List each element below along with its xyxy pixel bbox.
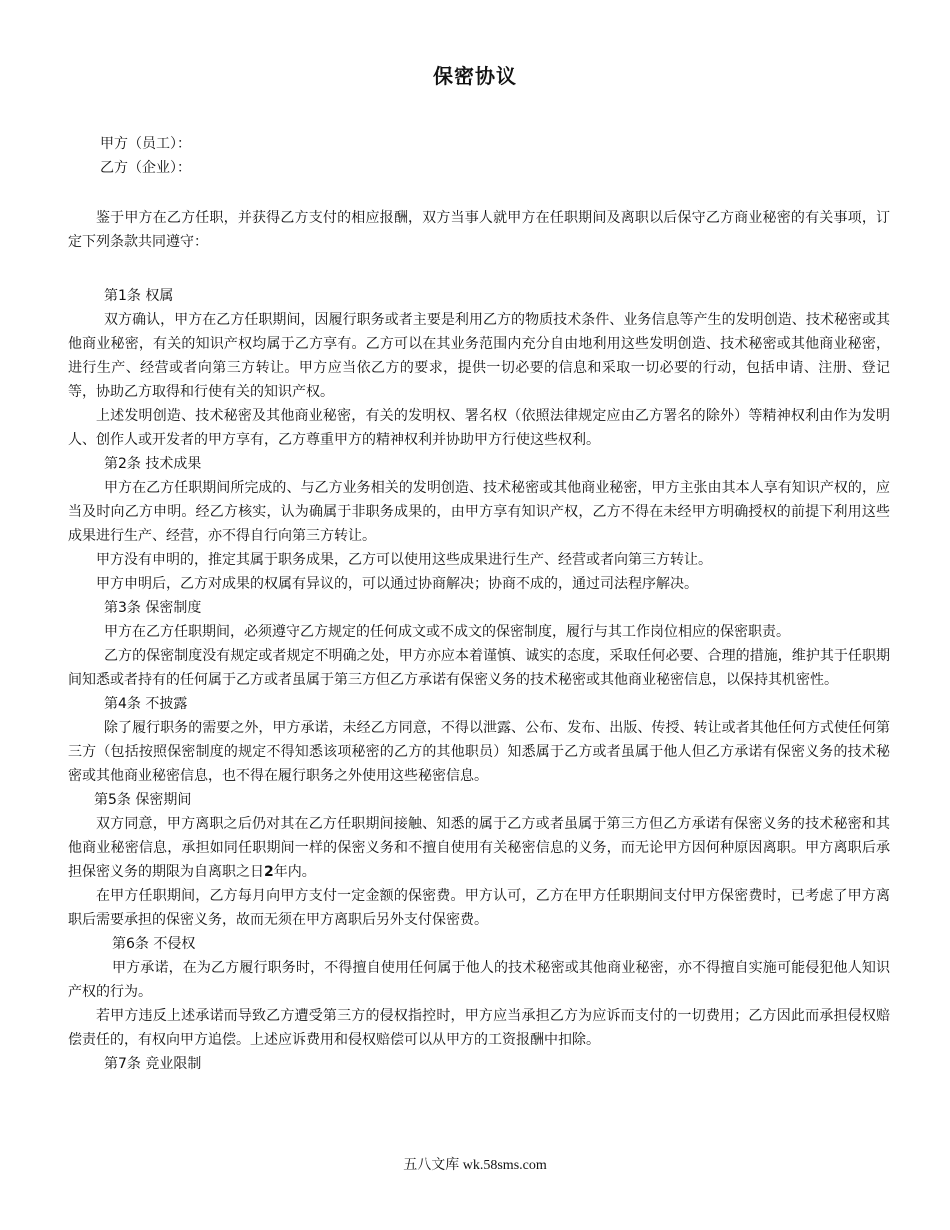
party-b-line: 乙方（企业）：: [100, 160, 191, 176]
spacer: [68, 254, 890, 284]
document-title: 保密协议: [433, 64, 517, 88]
article-5-paragraph-2: 在甲方任职期间，乙方每月向甲方支付一定金额的保密费。甲方认可，乙方在甲方任职期间支付甲方保密费时，已考虑了甲方离职后需要承担的保密义务，故而无须在甲方离职后另外支付保密费。: [68, 888, 890, 928]
confidentiality-term-suffix: 年内。: [273, 864, 316, 880]
article-4-heading: 第4条 不披露: [104, 696, 188, 712]
article-5-heading: 第5条 保密期间: [94, 792, 192, 808]
article-4-paragraph-1: 除了履行职务的需要之外，甲方承诺，未经乙方同意，不得以泄露、公布、发布、出版、传授、转让或者其他任何方式使任何第三方（包括按照保密制度的规定不得知悉该项秘密的乙方的其他职员）知悉属于乙方或者虽属于他人但乙方承诺有保密义务的技术秘密或其他商业秘密信息，也不得在履行职务之外使用这些秘密信息。: [68, 720, 890, 784]
article-6-paragraph-2: 若甲方违反上述承诺而导致乙方遭受第三方的侵权指控时，甲方应当承担乙方为应诉而支付的一切费用；乙方因此而承担侵权赔偿责任的，有权向甲方追偿。上述应诉费用和侵权赔偿可以从甲方的工资报酬中扣除。: [68, 1008, 890, 1048]
article-6-heading: 第6条 不侵权: [112, 936, 196, 952]
article-3-paragraph-2: 乙方的保密制度没有规定或者规定不明确之处，甲方亦应本着谨慎、诚实的态度，采取任何必要、合理的措施，维护其于任职期间知悉或者持有的任何属于乙方或者虽属于第三方但乙方承诺有保密义务的技术秘密或其他商业秘密信息，以保持其机密性。: [68, 648, 890, 688]
article-2-paragraph-3: 甲方申明后，乙方对成果的权属有异议的，可以通过协商解决；协商不成的，通过司法程序解决。: [96, 576, 698, 592]
article-6-paragraph-1: 甲方承诺，在为乙方履行职务时，不得擅自使用任何属于他人的技术秘密或其他商业秘密，亦不得擅自实施可能侵犯他人知识产权的行为。: [68, 960, 890, 1000]
article-3-heading: 第3条 保密制度: [104, 600, 202, 616]
parties-block: [100, 132, 191, 180]
article-5-paragraph-1: [68, 812, 890, 884]
footer-watermark: 五八文库 wk.58sms.com: [403, 1158, 547, 1173]
article-1-paragraph-2: 上述发明创造、技术秘密及其他商业秘密，有关的发明权、署名权（依照法律规定应由乙方署名的除外）等精神权利由作为发明人、创作人或开发者的甲方享有，乙方尊重甲方的精神权利并协助甲方行使这些权利。: [68, 408, 890, 448]
article-7-heading: 第7条 竞业限制: [104, 1056, 202, 1072]
agreement-body: [68, 206, 890, 1076]
intro-paragraph: 鉴于甲方在乙方任职，并获得乙方支付的相应报酬，双方当事人就甲方在任职期间及离职以后保守乙方商业秘密的有关事项，订定下列条款共同遵守：: [68, 210, 890, 250]
article-5-paragraph-1-text: 双方同意，甲方离职之后仍对其在乙方任职期间接触、知悉的属于乙方或者虽属于第三方但乙方承诺有保密义务的技术秘密和其他商业秘密信息，承担如同任职期间一样的保密义务和不擅自使用有关秘密信息的义务，而无论甲方因何种原因离职。甲方离职后承担保密义务的期限为自离职之日: [68, 816, 890, 880]
party-a-line: 甲方（员工）：: [100, 136, 191, 152]
article-2-paragraph-1: 甲方在乙方任职期间所完成的、与乙方业务相关的发明创造、技术秘密或其他商业秘密，甲方主张由其本人享有知识产权的，应当及时向乙方申明。经乙方核实，认为确属于非职务成果的，由甲方享有知识产权，乙方不得在未经甲方明确授权的前提下利用这些成果进行生产、经营，亦不得自行向第三方转让。: [68, 480, 890, 544]
article-1-heading: 第1条 权属: [104, 288, 174, 304]
article-2-paragraph-2: 甲方没有申明的，推定其属于职务成果，乙方可以使用这些成果进行生产、经营或者向第三方转让。: [96, 552, 712, 568]
article-3-paragraph-1: 甲方在乙方任职期间，必须遵守乙方规定的任何成文或不成文的保密制度，履行与其工作岗位相应的保密职责。: [104, 624, 790, 640]
confidentiality-term-years: 2: [264, 864, 274, 880]
article-2-heading: 第2条 技术成果: [104, 456, 202, 472]
article-1-paragraph-1: 双方确认，甲方在乙方任职期间，因履行职务或者主要是利用乙方的物质技术条件、业务信息等产生的发明创造、技术秘密或其他商业秘密，有关的知识产权均属于乙方享有。乙方可以在其业务范围内充分自由地利用这些发明创造、技术秘密或其他商业秘密，进行生产、经营或者向第三方转让。甲方应当依乙方的要求，提供一切必要的信息和采取一切必要的行动，包括申请、注册、登记等，协助乙方取得和行使有关的知识产权。: [68, 312, 890, 400]
